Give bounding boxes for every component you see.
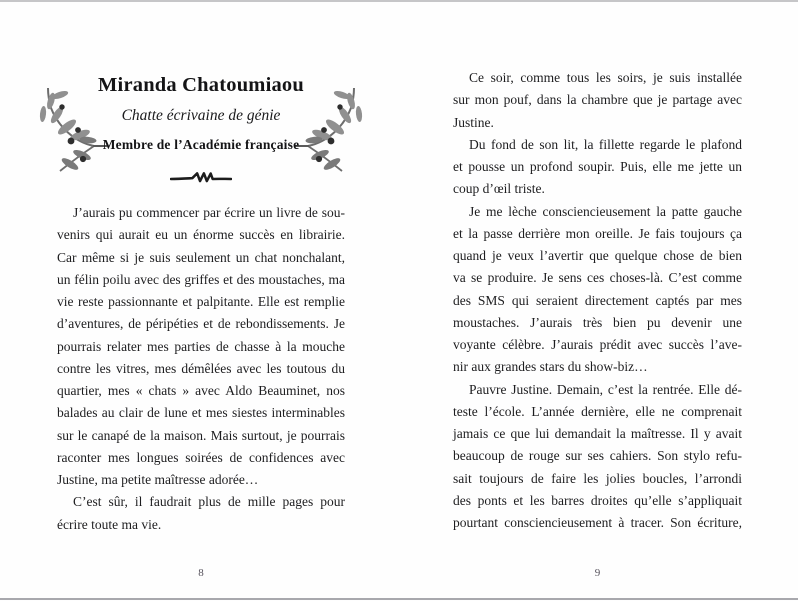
- knot-divider-icon: [57, 170, 345, 190]
- text-line: balades au clair de lune et mes siestes interminables: [57, 405, 345, 421]
- page-top-rule: [0, 0, 798, 2]
- olive-branch-right-icon: [294, 84, 366, 176]
- text-line: moustaches. J’aurais très bien pu devenir une: [453, 314, 742, 330]
- right-page-text: [453, 67, 742, 534]
- text-line: quand je veux l’avertir que quelque chose de bien: [453, 248, 742, 263]
- author-affiliation: Membre de l’Académie française: [102, 137, 300, 152]
- text-line: Pauvre Justine. Demain, c’est la rentrée. Elle dé-: [469, 381, 742, 397]
- text-line: quartier, mes « chats » avec Aldo Beauminet, nos: [57, 383, 345, 398]
- text-line: Justine, ma petite maîtresse adorée…: [57, 472, 259, 487]
- text-line: Justine.: [453, 114, 494, 130]
- text-line: Car même si je suis seulement un chat nonchalant,: [57, 249, 345, 265]
- text-line: pourtant consciencieusement à tracer. Son écriture,: [453, 515, 742, 530]
- text-line: venirs qui aurait eu un énorme succès en librairie.: [57, 227, 345, 243]
- author-subtitle: Chatte écrivaine de génie: [121, 107, 281, 124]
- page-bottom-rule: [0, 598, 798, 600]
- text-line: Je me lèche consciencieusement la patte gauche: [469, 203, 742, 219]
- text-line: contre les vitres, mes démêlées avec les toutous du: [57, 360, 345, 376]
- text-line: Du fond de son lit, la fillette regarde le plafond: [469, 136, 742, 152]
- olive-branch-left-icon: [36, 84, 108, 176]
- text-line: vie reste passionnante et palpitante. Elle est remplie: [57, 294, 345, 309]
- text-line: sur le canapé de la maison. Mais surtout, je pourrais: [57, 427, 345, 443]
- text-line: un félin poilu avec des griffes et des moustaches, ma: [57, 271, 345, 287]
- left-page-text: [57, 202, 345, 536]
- text-line: C’est sûr, il faudrait plus de mille pages pour: [73, 494, 345, 510]
- text-line: voyante célèbre. J’aurais prédit avec succès l’ave-: [453, 337, 742, 352]
- text-line: J’aurais pu commencer par écrire un livre de sou-: [73, 205, 345, 220]
- text-line: des SMS qui seraient directement captés par mes: [453, 292, 742, 308]
- text-line: pourrais relater mes parties de chasse à la mouche: [57, 338, 345, 354]
- text-line: des ponts et les barres droites qu’elle s’appliquait: [453, 492, 742, 508]
- text-line: va se produire. Je sens ces choses-là. C’est comme: [453, 270, 742, 286]
- text-line: et la passe derrière mon oreille. Je fais toujours ça: [453, 225, 742, 241]
- text-line: sait toujours de faire les jolies boucles, l’arrondi: [453, 470, 742, 486]
- text-line: teste l’école. L’année dernière, elle ne comprenait: [453, 403, 742, 419]
- text-line: Ce soir, comme tous les soirs, je suis installée: [469, 70, 742, 85]
- text-line: coup d’œil triste.: [453, 181, 545, 197]
- text-line: sur mon pouf, dans la chambre que je partage avec: [453, 92, 742, 108]
- text-line: écrire toute ma vie.: [57, 516, 162, 532]
- text-line: jamais ce que lui demandait la maîtresse. Il y avait: [453, 426, 742, 441]
- right-page-number: 9: [594, 567, 601, 579]
- text-line: nir aux grandes stars du show-biz…: [453, 359, 648, 375]
- text-line: et pousse un profond soupir. Puis, elle me jette un: [453, 159, 742, 174]
- author-name-title: Miranda Chatoumiaou: [98, 74, 304, 96]
- text-line: beaucoup de rouge sur ses cahiers. Son stylo refu-: [453, 448, 742, 464]
- text-line: raconter mes longues soirées de confidences avec: [57, 449, 345, 465]
- text-line: d’aventures, de péripéties et de rebondissements. Je: [57, 316, 345, 332]
- left-page-number: 8: [198, 567, 204, 579]
